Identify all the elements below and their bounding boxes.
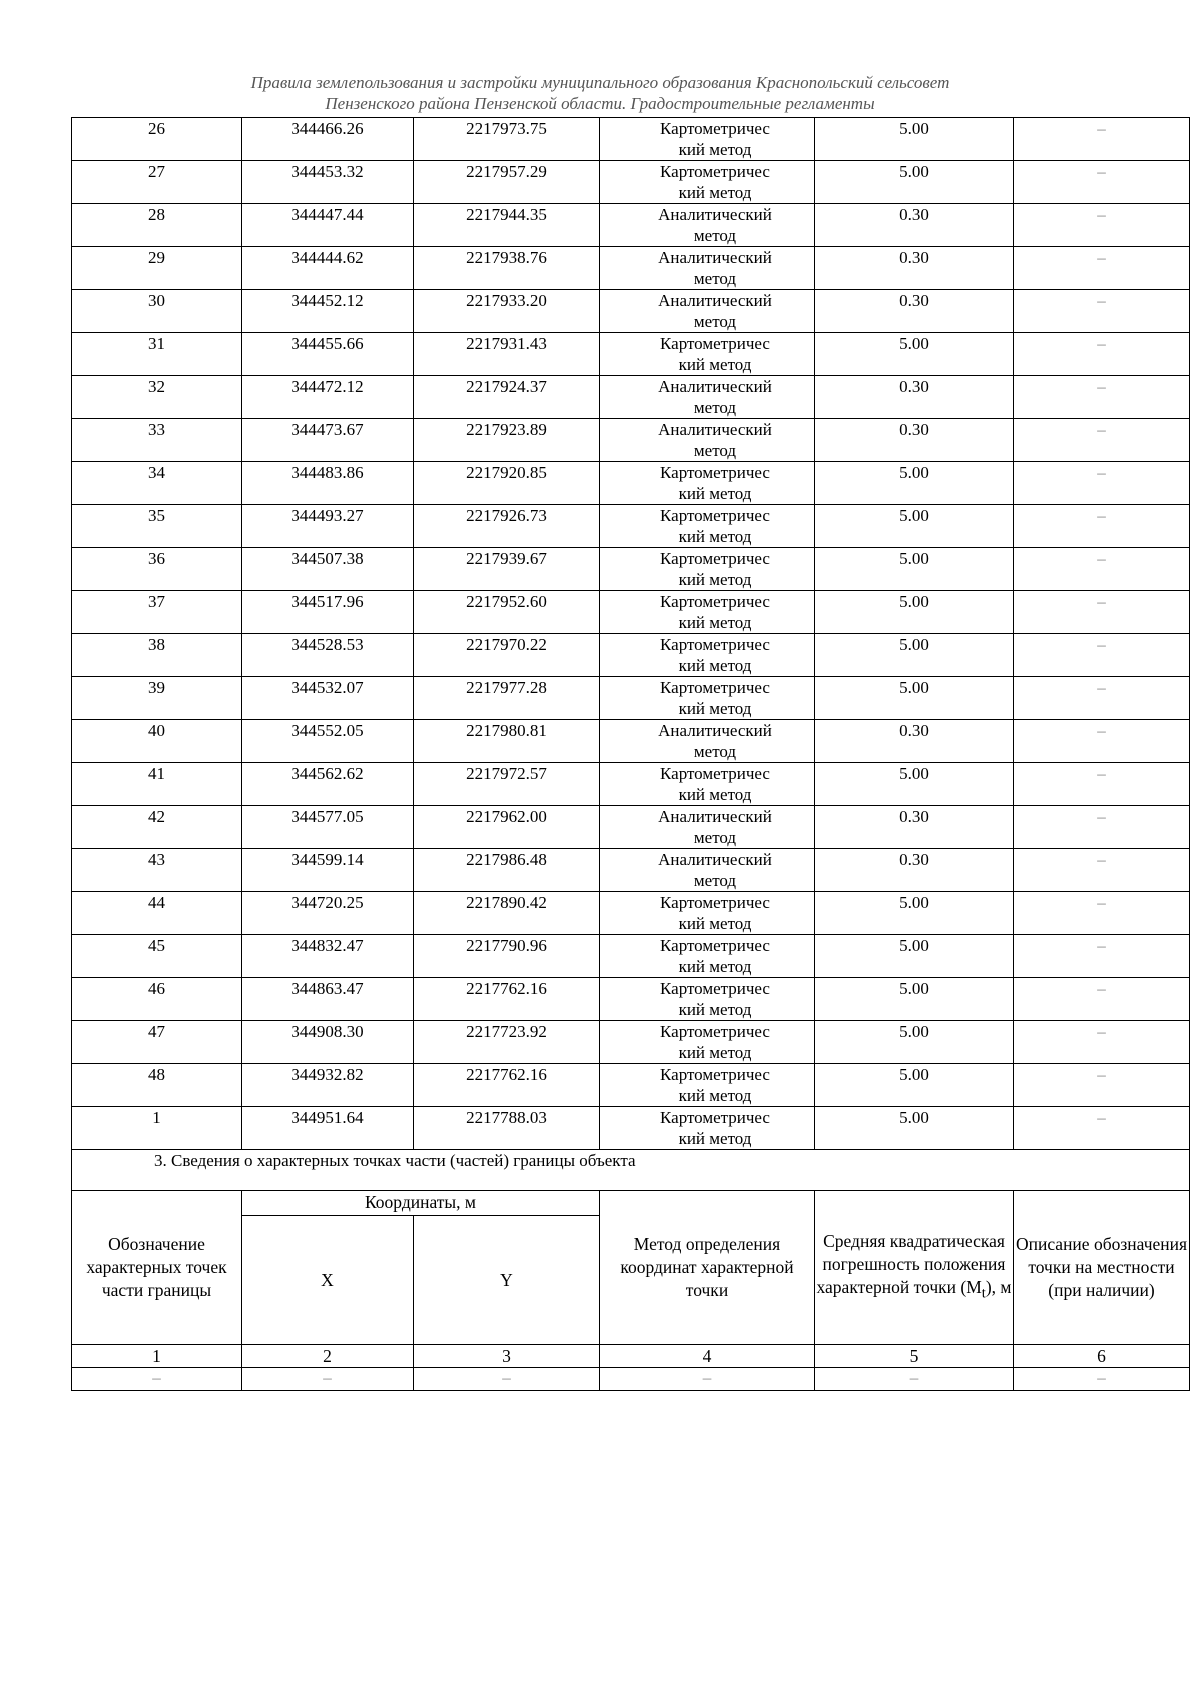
point-description: –: [1014, 290, 1190, 333]
point-number: 28: [72, 204, 242, 247]
point-number: 35: [72, 505, 242, 548]
coord-y: 2217926.73: [414, 505, 600, 548]
point-number: 32: [72, 376, 242, 419]
method-cell: [600, 419, 815, 462]
coord-y: 2217973.75: [414, 118, 600, 161]
point-description: –: [1014, 204, 1190, 247]
method-cell: [600, 161, 815, 204]
point-description: –: [1014, 1064, 1190, 1107]
point-description: –: [1014, 333, 1190, 376]
coord-x: 344466.26: [242, 118, 414, 161]
accuracy: 0.30: [815, 204, 1014, 247]
method-cell: [600, 462, 815, 505]
coord-y: 2217962.00: [414, 806, 600, 849]
table-row: [72, 462, 1190, 505]
method-line-1: Картометричес: [660, 635, 770, 654]
method-line-1: Картометричес: [660, 678, 770, 697]
col-accuracy-header: [815, 1191, 1014, 1345]
method-line-2: кий метод: [678, 1043, 752, 1062]
method-line-2: кий метод: [678, 1000, 752, 1019]
table-row: [72, 806, 1190, 849]
coord-x: 344473.67: [242, 419, 414, 462]
empty-cell: –: [414, 1368, 600, 1391]
method-text: [645, 161, 785, 203]
method-cell: [600, 677, 815, 720]
column-number: 5: [815, 1345, 1014, 1368]
method-text: [645, 1021, 785, 1063]
col-desc-header: Описание обозначения точки на местности (при наличии): [1014, 1191, 1190, 1345]
coord-x: 344599.14: [242, 849, 414, 892]
method-line-1: Аналитический: [658, 721, 772, 740]
table-row: [72, 290, 1190, 333]
col-accuracy-subscript: t: [981, 1285, 986, 1302]
col-x-header: X: [242, 1216, 414, 1345]
method-line-2: кий метод: [678, 785, 752, 804]
method-cell: [600, 892, 815, 935]
method-line-2: кий метод: [678, 957, 752, 976]
table-row: [72, 849, 1190, 892]
point-description: –: [1014, 376, 1190, 419]
table-row: [72, 505, 1190, 548]
coord-y: 2217790.96: [414, 935, 600, 978]
coordinates-table: [71, 117, 1190, 1391]
method-text: [645, 677, 785, 719]
coord-x: 344455.66: [242, 333, 414, 376]
col-y-header: Y: [414, 1216, 600, 1345]
point-number: 44: [72, 892, 242, 935]
coord-x: 344528.53: [242, 634, 414, 677]
point-number: 41: [72, 763, 242, 806]
method-line-1: Аналитический: [658, 420, 772, 439]
method-text: [645, 376, 785, 418]
point-description: –: [1014, 935, 1190, 978]
coord-y: 2217952.60: [414, 591, 600, 634]
method-text: [645, 849, 785, 891]
page-header: [0, 72, 1200, 114]
coord-y: 2217986.48: [414, 849, 600, 892]
method-text: [645, 591, 785, 633]
coord-x: 344720.25: [242, 892, 414, 935]
method-text: [645, 247, 785, 289]
table-row: [72, 204, 1190, 247]
method-text: [645, 978, 785, 1020]
point-description: –: [1014, 591, 1190, 634]
point-description: –: [1014, 1107, 1190, 1150]
coord-y: 2217939.67: [414, 548, 600, 591]
table-row: [72, 1107, 1190, 1150]
method-line-2: кий метод: [678, 570, 752, 589]
method-line-1: Картометричес: [660, 463, 770, 482]
method-text: [645, 634, 785, 676]
method-text: [645, 290, 785, 332]
method-line-1: Картометричес: [660, 1022, 770, 1041]
method-cell: [600, 548, 815, 591]
coord-y: 2217972.57: [414, 763, 600, 806]
method-line-2: метод: [693, 828, 737, 847]
point-number: 1: [72, 1107, 242, 1150]
method-cell: [600, 849, 815, 892]
method-cell: [600, 591, 815, 634]
coord-x: 344453.32: [242, 161, 414, 204]
point-number: 47: [72, 1021, 242, 1064]
point-description: –: [1014, 892, 1190, 935]
method-text: [645, 505, 785, 547]
method-line-2: кий метод: [678, 140, 752, 159]
coord-x: 344832.47: [242, 935, 414, 978]
accuracy: 5.00: [815, 763, 1014, 806]
method-cell: [600, 1107, 815, 1150]
method-line-2: кий метод: [678, 355, 752, 374]
method-line-2: кий метод: [678, 699, 752, 718]
point-description: –: [1014, 505, 1190, 548]
coord-y: 2217938.76: [414, 247, 600, 290]
point-number: 46: [72, 978, 242, 1021]
table-row: [72, 935, 1190, 978]
coord-x: 344493.27: [242, 505, 414, 548]
col-method-header: Метод определения координат характерной точки: [600, 1191, 815, 1345]
column-number: 4: [600, 1345, 815, 1368]
method-line-1: Аналитический: [658, 850, 772, 869]
accuracy: 0.30: [815, 849, 1014, 892]
accuracy: 5.00: [815, 505, 1014, 548]
method-cell: [600, 290, 815, 333]
method-line-2: кий метод: [678, 613, 752, 632]
method-text: [645, 333, 785, 375]
method-line-1: Аналитический: [658, 205, 772, 224]
coord-x: 344452.12: [242, 290, 414, 333]
coord-x: 344472.12: [242, 376, 414, 419]
coord-y: 2217931.43: [414, 333, 600, 376]
method-cell: [600, 935, 815, 978]
method-text: [645, 548, 785, 590]
method-cell: [600, 376, 815, 419]
table-row: [72, 376, 1190, 419]
method-text: [645, 720, 785, 762]
method-line-1: Картометричес: [660, 119, 770, 138]
section-3-title-row: [72, 1150, 1190, 1191]
accuracy: 0.30: [815, 247, 1014, 290]
accuracy: 5.00: [815, 118, 1014, 161]
method-cell: [600, 634, 815, 677]
method-cell: [600, 333, 815, 376]
method-line-2: кий метод: [678, 183, 752, 202]
coord-x: 344577.05: [242, 806, 414, 849]
method-cell: [600, 720, 815, 763]
method-line-2: кий метод: [678, 484, 752, 503]
column-number: 2: [242, 1345, 414, 1368]
coord-x: 344447.44: [242, 204, 414, 247]
method-text: [645, 806, 785, 848]
method-line-2: метод: [693, 226, 737, 245]
method-line-1: Картометричес: [660, 1108, 770, 1127]
coord-x: 344532.07: [242, 677, 414, 720]
coord-y: 2217933.20: [414, 290, 600, 333]
point-number: 34: [72, 462, 242, 505]
accuracy: 0.30: [815, 419, 1014, 462]
point-number: 27: [72, 161, 242, 204]
point-description: –: [1014, 763, 1190, 806]
col-point-header: Обозначение характерных точек части границы: [72, 1191, 242, 1345]
point-description: –: [1014, 849, 1190, 892]
empty-cell: –: [242, 1368, 414, 1391]
method-cell: [600, 1064, 815, 1107]
point-description: –: [1014, 419, 1190, 462]
method-line-2: метод: [693, 398, 737, 417]
accuracy: 5.00: [815, 161, 1014, 204]
point-description: –: [1014, 548, 1190, 591]
accuracy: 0.30: [815, 806, 1014, 849]
coord-x: 344562.62: [242, 763, 414, 806]
method-line-1: Аналитический: [658, 248, 772, 267]
point-number: 33: [72, 419, 242, 462]
method-cell: [600, 505, 815, 548]
point-number: 45: [72, 935, 242, 978]
method-line-1: Картометричес: [660, 549, 770, 568]
method-text: [645, 118, 785, 160]
accuracy: 5.00: [815, 1064, 1014, 1107]
accuracy: 5.00: [815, 548, 1014, 591]
table-row: [72, 1021, 1190, 1064]
accuracy: 0.30: [815, 376, 1014, 419]
accuracy: 5.00: [815, 677, 1014, 720]
point-number: 40: [72, 720, 242, 763]
method-line-1: Картометричес: [660, 592, 770, 611]
accuracy: 0.30: [815, 720, 1014, 763]
point-description: –: [1014, 978, 1190, 1021]
coord-y: 2217977.28: [414, 677, 600, 720]
coord-y: 2217890.42: [414, 892, 600, 935]
section-3-header-row: [72, 1191, 1190, 1216]
method-line-2: метод: [693, 871, 737, 890]
table-row: [72, 720, 1190, 763]
coord-y: 2217723.92: [414, 1021, 600, 1064]
point-description: –: [1014, 677, 1190, 720]
accuracy: 5.00: [815, 978, 1014, 1021]
coord-x: 344483.86: [242, 462, 414, 505]
method-line-2: метод: [693, 742, 737, 761]
section-3-title: 3. Сведения о характерных точках части (частей) границы объекта: [72, 1150, 1190, 1191]
accuracy: 0.30: [815, 290, 1014, 333]
accuracy: 5.00: [815, 462, 1014, 505]
coord-y: 2217923.89: [414, 419, 600, 462]
coord-x: 344444.62: [242, 247, 414, 290]
accuracy: 5.00: [815, 591, 1014, 634]
point-number: 29: [72, 247, 242, 290]
method-text: [645, 935, 785, 977]
empty-cell: –: [600, 1368, 815, 1391]
empty-cell: –: [72, 1368, 242, 1391]
col-coords-header: Координаты, м: [242, 1191, 600, 1216]
table-row: [72, 677, 1190, 720]
table-row: [72, 161, 1190, 204]
accuracy: 5.00: [815, 1107, 1014, 1150]
method-line-2: кий метод: [678, 1086, 752, 1105]
empty-cell: –: [815, 1368, 1014, 1391]
point-description: –: [1014, 118, 1190, 161]
table-row: [72, 333, 1190, 376]
header-line-2: Пензенского района Пензенской области. Градостроительные регламенты: [325, 94, 875, 113]
method-line-1: Картометричес: [660, 506, 770, 525]
method-cell: [600, 204, 815, 247]
coord-y: 2217788.03: [414, 1107, 600, 1150]
coord-y: 2217944.35: [414, 204, 600, 247]
method-line-1: Картометричес: [660, 1065, 770, 1084]
method-text: [645, 419, 785, 461]
column-number: 6: [1014, 1345, 1190, 1368]
point-number: 39: [72, 677, 242, 720]
table-row: [72, 247, 1190, 290]
method-text: [645, 763, 785, 805]
coord-x: 344552.05: [242, 720, 414, 763]
method-cell: [600, 806, 815, 849]
method-line-1: Картометричес: [660, 936, 770, 955]
method-cell: [600, 1021, 815, 1064]
accuracy: 5.00: [815, 333, 1014, 376]
header-line-1: Правила землепользования и застройки муниципального образования Краснопольский сельсовет: [250, 73, 950, 92]
point-number: 30: [72, 290, 242, 333]
coord-y: 2217980.81: [414, 720, 600, 763]
method-line-2: кий метод: [678, 1129, 752, 1148]
col-accuracy-text: Средняя квадратическая погрешность положения характерной точки (M: [816, 1230, 1006, 1297]
method-cell: [600, 763, 815, 806]
method-line-2: кий метод: [678, 914, 752, 933]
point-description: –: [1014, 1021, 1190, 1064]
table-row: [72, 419, 1190, 462]
coord-y: 2217924.37: [414, 376, 600, 419]
method-line-2: кий метод: [678, 527, 752, 546]
table-row: [72, 892, 1190, 935]
coord-y: 2217762.16: [414, 978, 600, 1021]
coord-y: 2217762.16: [414, 1064, 600, 1107]
method-text: [645, 204, 785, 246]
method-line-1: Картометричес: [660, 162, 770, 181]
coord-x: 344507.38: [242, 548, 414, 591]
table-row: [72, 634, 1190, 677]
table-row: [72, 591, 1190, 634]
method-text: [645, 1107, 785, 1149]
point-number: 36: [72, 548, 242, 591]
method-line-1: Аналитический: [658, 377, 772, 396]
point-number: 38: [72, 634, 242, 677]
point-number: 48: [72, 1064, 242, 1107]
coord-x: 344932.82: [242, 1064, 414, 1107]
method-line-1: Аналитический: [658, 807, 772, 826]
point-number: 37: [72, 591, 242, 634]
points-rows: [72, 118, 1190, 1150]
point-description: –: [1014, 462, 1190, 505]
coord-y: 2217920.85: [414, 462, 600, 505]
accuracy: 5.00: [815, 1021, 1014, 1064]
method-line-2: метод: [693, 312, 737, 331]
method-text: [645, 892, 785, 934]
table-row: [72, 763, 1190, 806]
point-description: –: [1014, 806, 1190, 849]
table-row: [72, 118, 1190, 161]
point-description: –: [1014, 247, 1190, 290]
empty-cell: –: [1014, 1368, 1190, 1391]
column-number: 1: [72, 1345, 242, 1368]
point-number: 26: [72, 118, 242, 161]
coord-y: 2217970.22: [414, 634, 600, 677]
coord-y: 2217957.29: [414, 161, 600, 204]
table-row: [72, 1064, 1190, 1107]
table-row: [72, 978, 1190, 1021]
accuracy: 5.00: [815, 892, 1014, 935]
point-description: –: [1014, 634, 1190, 677]
coord-x: 344951.64: [242, 1107, 414, 1150]
section-3: [72, 1150, 1190, 1391]
point-description: –: [1014, 720, 1190, 763]
accuracy: 5.00: [815, 634, 1014, 677]
col-accuracy-unit: ), м: [985, 1276, 1012, 1297]
method-line-1: Картометричес: [660, 893, 770, 912]
coord-x: 344517.96: [242, 591, 414, 634]
method-line-1: Картометричес: [660, 979, 770, 998]
point-number: 42: [72, 806, 242, 849]
point-number: 43: [72, 849, 242, 892]
point-number: 31: [72, 333, 242, 376]
method-cell: [600, 978, 815, 1021]
method-line-1: Картометричес: [660, 764, 770, 783]
method-line-2: метод: [693, 269, 737, 288]
method-cell: [600, 247, 815, 290]
method-line-2: кий метод: [678, 656, 752, 675]
method-line-1: Картометричес: [660, 334, 770, 353]
method-text: [645, 462, 785, 504]
method-text: [645, 1064, 785, 1106]
coord-x: 344908.30: [242, 1021, 414, 1064]
method-cell: [600, 118, 815, 161]
point-description: –: [1014, 161, 1190, 204]
coord-x: 344863.47: [242, 978, 414, 1021]
accuracy: 5.00: [815, 935, 1014, 978]
table-row: [72, 548, 1190, 591]
method-line-1: Аналитический: [658, 291, 772, 310]
method-line-2: метод: [693, 441, 737, 460]
column-number: 3: [414, 1345, 600, 1368]
empty-data-row: [72, 1368, 1190, 1391]
column-numbers-row: [72, 1345, 1190, 1368]
